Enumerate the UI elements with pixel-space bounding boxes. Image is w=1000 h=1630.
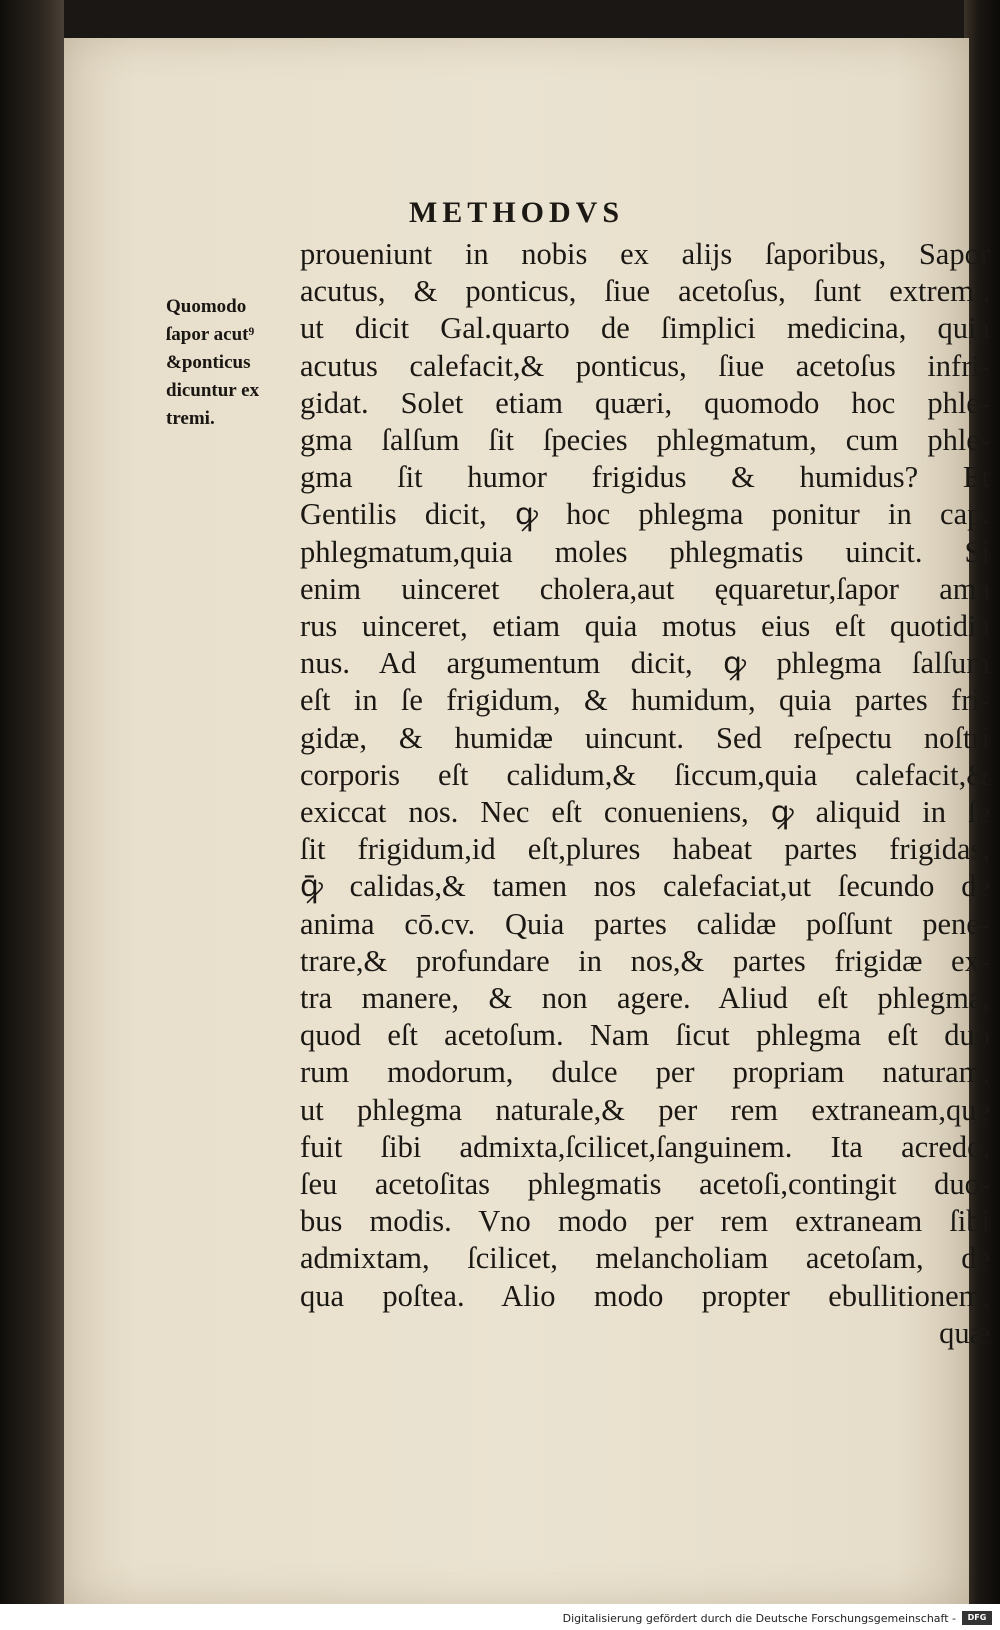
text-line: gidæ, & humidæ uincunt. Sed reſpectu noſtri [300, 720, 990, 755]
marginal-line: tremi. [166, 408, 215, 429]
footer-credit: Digitalisierung gefördert durch die Deutsche Forschungsgemeinschaft - [562, 1612, 956, 1625]
book-page [64, 38, 990, 1604]
text-line: corporis eſt calidum,& ſiccum,quia calefacit,& [300, 757, 990, 792]
running-header: METHODVS [408, 196, 625, 229]
catchword: quæ [939, 1315, 990, 1350]
text-line: gma ſalſum ſit ſpecies phlegmatum, cum phle- [300, 423, 990, 458]
text-line: acutus calefacit,& ponticus, ſiue acetoſus infri- [300, 348, 990, 383]
text-line: rum modorum, dulce per propriam naturam, [300, 1055, 990, 1090]
dfg-logo: DFG [962, 1611, 992, 1625]
text-line: proueniunt in nobis ex alĳs ſaporibus, Sapor [300, 237, 990, 271]
text-line: ſeu acetoſitas phlegmatis acetoſi,contingit duo- [300, 1167, 990, 1202]
text-line: ſit frigidum,id eſt,plures habeat partes frigidas, [300, 832, 990, 867]
marginal-note [166, 293, 291, 433]
body-text [300, 236, 990, 1352]
text-line: ut phlegma naturale,& per rem extraneam,quę [300, 1092, 990, 1127]
marginal-line: Quomodo [166, 296, 247, 317]
text-line: anima cō.cv. Quia partes calidæ poſſunt pene- [300, 906, 990, 941]
text-line: quod eſt acetoſum. Nam ſicut phlegma eſt duo [300, 1018, 990, 1053]
text-line: gma ſit humor frigidus & humidus? Et [300, 460, 990, 495]
text-line: tra manere, & non agere. Aliud eſt phlegma, [300, 981, 990, 1016]
marginal-line: ſapor acut⁹ [166, 324, 255, 345]
footer-bar [0, 1604, 1000, 1630]
text-line: Gentilis dicit, ꝙ hoc phlegma ponitur in cap. [300, 497, 990, 532]
text-line: fuit ſibi admixta,ſcilicet,ſanguinem. Ita acredo, [300, 1129, 990, 1164]
text-line: bus modis. Vno modo per rem extraneam ſibi [300, 1204, 990, 1239]
text-line: gidat. Solet etiam quæri, quomodo hoc phle- [300, 385, 990, 420]
text-line: acutus, & ponticus, ſiue acetoſus, ſunt extremi, [300, 274, 990, 309]
text-line: eſt in ſe frigidum, & humidum, quia partes fri- [300, 683, 990, 718]
text-line: admixtam, ſcilicet, melancholiam acetoſam, de [300, 1241, 990, 1276]
book-spine [0, 0, 64, 1630]
text-line: ꝙ̄ calidas,& tamen nos calefaciat,ut ſecundo de [300, 869, 990, 904]
text-line: phlegmatum,quia moles phlegmatis uincit. Si [300, 534, 990, 569]
text-line: nus. Ad argumentum dicit, ꝙ phlegma ſalſum [300, 646, 990, 681]
marginal-line: dicuntur ex [166, 380, 260, 401]
text-line: rus uinceret, etiam quia motus eius eſt quotidia [300, 609, 990, 644]
text-line: trare,& profundare in nos,& partes frigidæ ex- [300, 943, 990, 978]
text-line: enim uinceret cholera,aut ęquaretur,ſapor ama [300, 571, 990, 606]
text-line: qua poſtea. Alio modo propter ebullitionem, [300, 1278, 990, 1313]
text-line: ut dicit Gal.quarto de ſimplici medicina, quia [300, 311, 990, 346]
marginal-line: &ponticus [166, 352, 251, 373]
text-line: exiccat nos. Nec eſt conueniens, ꝙ aliquid in ſe [300, 795, 990, 830]
